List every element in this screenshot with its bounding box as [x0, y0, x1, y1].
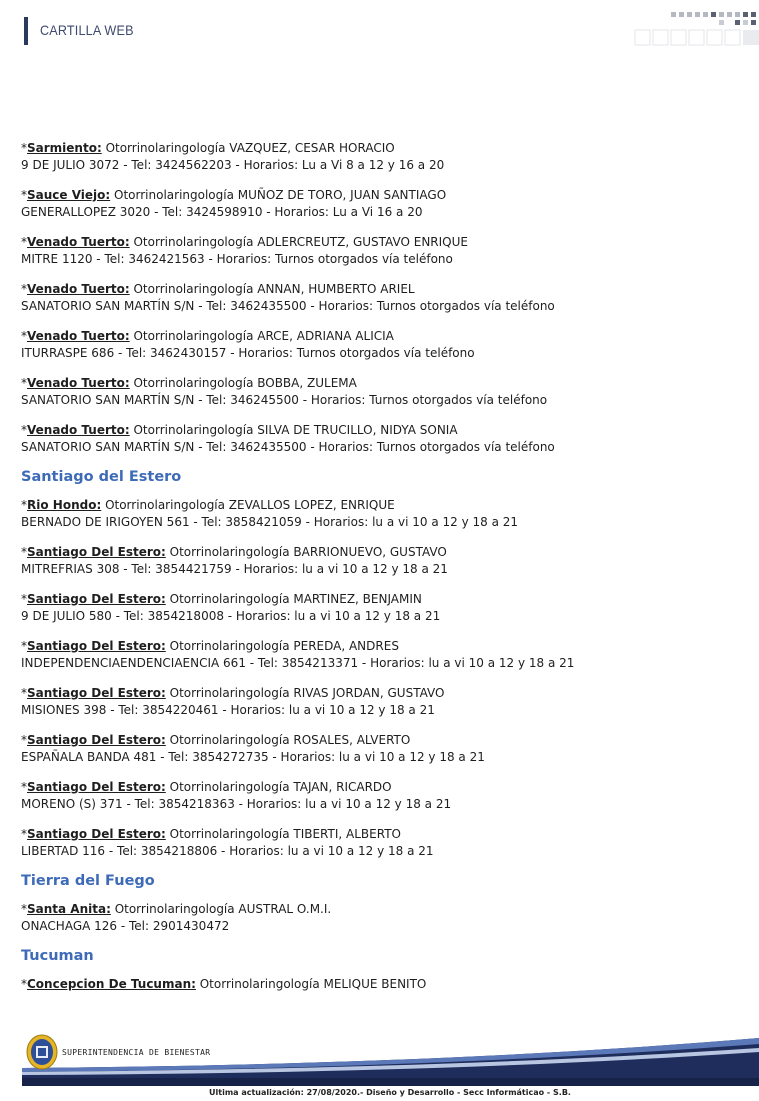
entry-address-contact: SANATORIO SAN MARTÍN S/N - Tel: 3462435500 - Horarios: Turnos otorgados vía teléfono — [21, 299, 555, 313]
entry-prefix: * — [21, 329, 27, 343]
entry-prefix: * — [21, 141, 27, 155]
entry-first-line — [21, 497, 741, 514]
entry-address-contact: 9 DE JULIO 580 - Tel: 3854218008 - Horarios: lu a vi 10 a 12 y 18 a 21 — [21, 609, 441, 623]
entry-address-contact: SANATORIO SAN MARTÍN S/N - Tel: 3462435500 - Horarios: Turnos otorgados vía teléfono — [21, 440, 555, 454]
province-santiago-del-estero-list — [21, 497, 741, 860]
entry-city: Santa Anita: — [27, 902, 111, 916]
directory-entry — [21, 234, 741, 268]
entry-first-line — [21, 976, 741, 993]
last-update-note: Ultima actualización: 27/08/2020.- Diseño y Desarrollo - Secc Informáticao - S.B. — [209, 1088, 571, 1097]
entry-city: Santiago Del Estero: — [27, 780, 166, 794]
directory-entry — [21, 544, 741, 578]
entry-city: Venado Tuerto: — [27, 376, 130, 390]
entry-first-line — [21, 779, 741, 796]
entry-specialty-provider: Otorrinolaringología MUÑOZ DE TORO, JUAN SANTIAGO — [110, 188, 447, 202]
entry-city: Santiago Del Estero: — [27, 733, 166, 747]
entry-first-line — [21, 544, 741, 561]
entry-city: Santiago Del Estero: — [27, 686, 166, 700]
entry-specialty-provider: Otorrinolaringología ARCE, ADRIANA ALICIA — [129, 329, 394, 343]
entry-specialty-provider: Otorrinolaringología BOBBA, ZULEMA — [129, 376, 357, 390]
entry-city: Venado Tuerto: — [27, 235, 130, 249]
entry-prefix: * — [21, 686, 27, 700]
entry-prefix: * — [21, 545, 27, 559]
directory-entry — [21, 976, 741, 993]
entry-specialty-provider: Otorrinolaringología VAZQUEZ, CESAR HORACIO — [101, 141, 395, 155]
directory-entry — [21, 140, 741, 174]
entry-first-line — [21, 234, 741, 251]
directory-entry — [21, 591, 741, 625]
directory-entry — [21, 497, 741, 531]
entry-prefix: * — [21, 423, 27, 437]
entry-prefix: * — [21, 235, 27, 249]
entry-address-contact: MITREFRIAS 308 - Tel: 3854421759 - Horarios: lu a vi 10 a 12 y 18 a 21 — [21, 562, 448, 576]
directory-entry — [21, 375, 741, 409]
header-decoration-icon — [629, 0, 759, 50]
entry-prefix: * — [21, 780, 27, 794]
entry-specialty-provider: Otorrinolaringología MELIQUE BENITO — [195, 977, 427, 991]
directory-entry — [21, 826, 741, 860]
entry-address-contact: MITRE 1120 - Tel: 3462421563 - Horarios: Turnos otorgados vía teléfono — [21, 252, 453, 266]
entry-address-contact: GENERALLOPEZ 3020 - Tel: 3424598910 - Horarios: Lu a Vi 16 a 20 — [21, 205, 423, 219]
entry-specialty-provider: Otorrinolaringología AUSTRAL O.M.I. — [110, 902, 332, 916]
directory-entry — [21, 187, 741, 221]
entry-first-line — [21, 901, 741, 918]
province-santa-fe-list — [21, 140, 741, 456]
entry-city: Sarmiento: — [27, 141, 102, 155]
directory-entry — [21, 732, 741, 766]
page-footer — [0, 1028, 759, 1101]
entry-city: Sauce Viejo: — [27, 188, 111, 202]
entry-first-line — [21, 638, 741, 655]
entry-city: Rio Hondo: — [27, 498, 102, 512]
directory-entry — [21, 638, 741, 672]
header-accent-bar — [24, 17, 28, 45]
entry-first-line — [21, 375, 741, 392]
entry-specialty-provider: Otorrinolaringología SILVA DE TRUCILLO, NIDYA SONIA — [129, 423, 458, 437]
directory-entry — [21, 779, 741, 813]
entry-address-contact: INDEPENDENCIAENDENCIAENCIA 661 - Tel: 3854213371 - Horarios: lu a vi 10 a 12 y 18 a 21 — [21, 656, 575, 670]
entry-prefix: * — [21, 902, 27, 916]
entry-address-contact: 9 DE JULIO 3072 - Tel: 3424562203 - Horarios: Lu a Vi 8 a 12 y 16 a 20 — [21, 158, 445, 172]
entry-specialty-provider: Otorrinolaringología ANNAN, HUMBERTO ARIEL — [129, 282, 415, 296]
directory-content — [21, 140, 741, 1006]
entry-first-line — [21, 140, 741, 157]
province-tierra-del-fuego-list — [21, 901, 741, 935]
entry-prefix: * — [21, 376, 27, 390]
entry-prefix: * — [21, 592, 27, 606]
entry-city: Santiago Del Estero: — [27, 827, 166, 841]
province-heading-santiago-del-estero: Santiago del Estero — [21, 469, 182, 485]
entry-specialty-provider: Otorrinolaringología TAJAN, RICARDO — [165, 780, 392, 794]
directory-entry — [21, 901, 741, 935]
entry-city: Santiago Del Estero: — [27, 592, 166, 606]
footer-organization: SUPERINTENDENCIA DE BIENESTAR — [62, 1048, 211, 1057]
directory-entry — [21, 328, 741, 362]
entry-specialty-provider: Otorrinolaringología TIBERTI, ALBERTO — [165, 827, 401, 841]
entry-prefix: * — [21, 282, 27, 296]
entry-city: Concepcion De Tucuman: — [27, 977, 196, 991]
entry-first-line — [21, 591, 741, 608]
directory-entry — [21, 685, 741, 719]
institution-seal-icon — [26, 1034, 58, 1070]
directory-entry — [21, 281, 741, 315]
page-title: CARTILLA WEB — [40, 22, 134, 38]
entry-first-line — [21, 281, 741, 298]
entry-city: Venado Tuerto: — [27, 423, 130, 437]
entry-address-contact: LIBERTAD 116 - Tel: 3854218806 - Horarios: lu a vi 10 a 12 y 18 a 21 — [21, 844, 434, 858]
entry-address-contact: MORENO (S) 371 - Tel: 3854218363 - Horarios: lu a vi 10 a 12 y 18 a 21 — [21, 797, 452, 811]
entry-first-line — [21, 187, 741, 204]
entry-prefix: * — [21, 733, 27, 747]
entry-first-line — [21, 732, 741, 749]
entry-specialty-provider: Otorrinolaringología PEREDA, ANDRES — [165, 639, 399, 653]
entry-prefix: * — [21, 498, 27, 512]
entry-city: Venado Tuerto: — [27, 282, 130, 296]
entry-specialty-provider: Otorrinolaringología ADLERCREUTZ, GUSTAVO ENRIQUE — [129, 235, 468, 249]
entry-address-contact: SANATORIO SAN MARTÍN S/N - Tel: 346245500 - Horarios: Turnos otorgados vía teléfono — [21, 393, 548, 407]
entry-address-contact: ONACHAGA 126 - Tel: 2901430472 — [21, 919, 230, 933]
entry-prefix: * — [21, 827, 27, 841]
entry-specialty-provider: Otorrinolaringología ROSALES, ALVERTO — [165, 733, 411, 747]
entry-first-line — [21, 422, 741, 439]
province-tucuman-list — [21, 976, 741, 993]
entry-address-contact: ITURRASPE 686 - Tel: 3462430157 - Horarios: Turnos otorgados vía teléfono — [21, 346, 475, 360]
entry-prefix: * — [21, 188, 27, 202]
entry-specialty-provider: Otorrinolaringología ZEVALLOS LOPEZ, ENRIQUE — [101, 498, 395, 512]
entry-prefix: * — [21, 639, 27, 653]
entry-first-line — [21, 826, 741, 843]
entry-specialty-provider: Otorrinolaringología RIVAS JORDAN, GUSTAVO — [165, 686, 445, 700]
entry-first-line — [21, 328, 741, 345]
page-header — [0, 0, 759, 60]
entry-address-contact: BERNADO DE IRIGOYEN 561 - Tel: 3858421059 - Horarios: lu a vi 10 a 12 y 18 a 21 — [21, 515, 519, 529]
province-heading-tucuman: Tucuman — [21, 948, 94, 964]
entry-city: Santiago Del Estero: — [27, 545, 166, 559]
footer-wave-decoration-icon — [22, 1028, 759, 1086]
entry-specialty-provider: Otorrinolaringología BARRIONUEVO, GUSTAVO — [165, 545, 447, 559]
entry-prefix: * — [21, 977, 27, 991]
entry-city: Venado Tuerto: — [27, 329, 130, 343]
directory-entry — [21, 422, 741, 456]
entry-first-line — [21, 685, 741, 702]
entry-city: Santiago Del Estero: — [27, 639, 166, 653]
province-heading-tierra-del-fuego: Tierra del Fuego — [21, 873, 155, 889]
entry-address-contact: MISIONES 398 - Tel: 3854220461 - Horarios: lu a vi 10 a 12 y 18 a 21 — [21, 703, 435, 717]
entry-specialty-provider: Otorrinolaringología MARTINEZ, BENJAMIN — [165, 592, 422, 606]
entry-address-contact: ESPAÑALA BANDA 481 - Tel: 3854272735 - Horarios: lu a vi 10 a 12 y 18 a 21 — [21, 750, 485, 764]
